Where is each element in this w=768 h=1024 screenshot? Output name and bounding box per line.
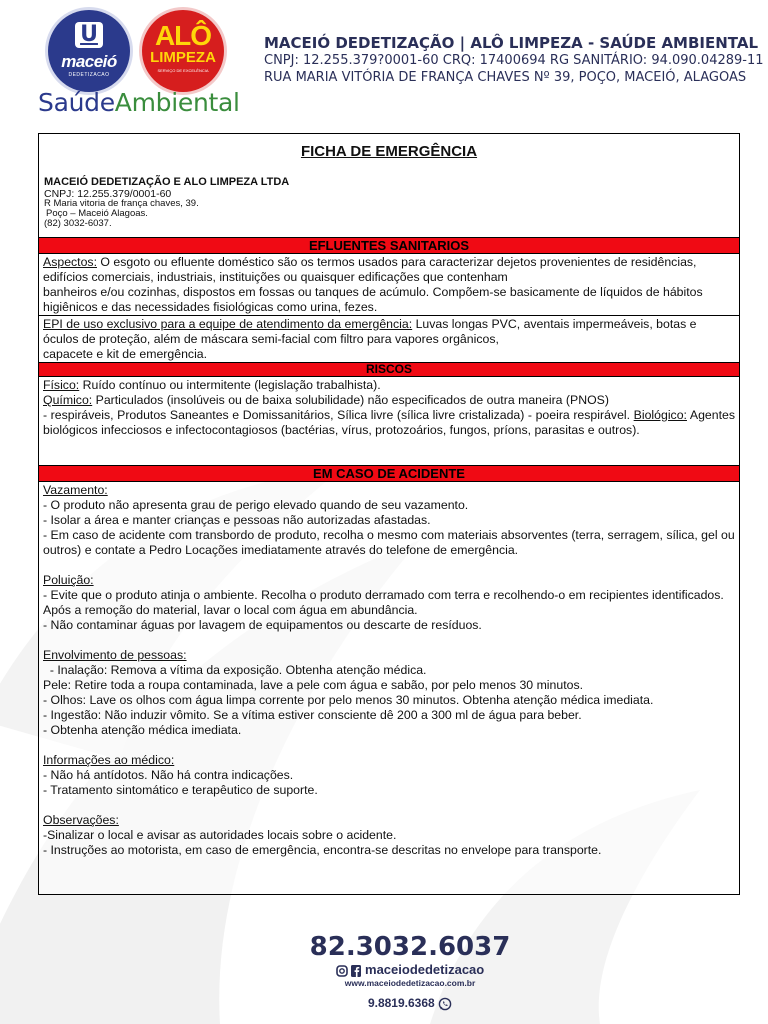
vazamento-3: - Em caso de acidente com transbordo de produto, recolha o mesmo com materiais absorventes (terra, serragem, sílica, gel ou outros) e contate a Pedro Locações imediatamente através do telefone de emergência. [43, 528, 735, 557]
fisico-label: Físico: [43, 378, 80, 392]
company-address1: R Maria vitoria de frança chaves, 39. [44, 198, 199, 209]
envolvimento-1: - Inalação: Remova a vítima da exposição. Obtenha atenção médica. [43, 663, 427, 677]
footer-whatsapp-number: 9.8819.6368 [367, 996, 435, 1010]
envolvimento-4: - Ingestão: Não induzir vômito. Se a vítima estiver consciente dê 200 a 300 ml de água para beber. [43, 708, 582, 722]
facebook-icon [351, 965, 361, 977]
medico-2: - Tratamento sintomático e terapêutico de suporte. [43, 783, 318, 797]
brand-part1: Saúde [38, 88, 115, 117]
footer-social [300, 962, 520, 978]
logo-alo-line1: ALÔ [154, 20, 212, 51]
vazamento-label: Vazamento: [43, 483, 108, 497]
epi-text2: capacete e kit de emergência. [43, 347, 208, 361]
footer-website: www.maceiodedetizacao.com.br [344, 978, 476, 988]
company-line1: MACEIÓ DEDETIZAÇÃO | ALÔ LIMPEZA - SAÚDE AMBIENTAL [264, 34, 759, 52]
logo-name: maceió [61, 52, 117, 71]
logo-sub: DEDETIZACAO [68, 72, 110, 78]
medico-label: Informações ao médico: [43, 753, 175, 767]
whatsapp-icon [438, 997, 452, 1011]
quimico-label: Químico: [43, 393, 93, 407]
observacoes-label: Observações: [43, 813, 119, 827]
saude-ambiental-brand [38, 88, 240, 117]
company-block [39, 163, 739, 237]
envolvimento-5: - Obtenha atenção médica imediata. [43, 723, 242, 737]
riscos-block [39, 377, 739, 465]
footer-whatsapp [300, 989, 520, 1017]
envolvimento-3: - Olhos: Lave os olhos com água limpa corrente por pelo menos 30 minutos. Obtenha atenção médica imediata. [43, 693, 654, 707]
maceio-dedetizacao-logo [48, 10, 130, 92]
company-address2: Poço – Maceió Alagoas. [46, 208, 148, 219]
epi-text1: Luvas longas PVC, aventais impermeáveis, botas e óculos de proteção, além de máscara semi-facial com filtro para vapores orgânicos, [43, 317, 697, 346]
epi-label: EPI de uso exclusivo para a equipe de atendimento da emergência: [43, 317, 413, 331]
logo-alo-line2: LIMPEZA [150, 49, 216, 66]
footer-social-handle: maceiodedetizacao [365, 962, 485, 977]
vazamento-1: - O produto não apresenta grau de perigo elevado quando de seu vazamento. [43, 498, 469, 512]
biologico-label: Biológico: [633, 408, 687, 422]
acidente-header: EM CASO DE ACIDENTE [39, 465, 739, 482]
brand-part2: Ambiental [114, 88, 240, 117]
medico-1: - Não há antídotos. Não há contra indicações. [43, 768, 294, 782]
fisico-text: Ruído contínuo ou intermitente (legislação trabalhista). [79, 378, 381, 392]
biologico-text: Agentes biológicos infecciosos e infectocontagiosos (bactérias, vírus, protozoários, fungos, príons, parasitas e outros). [43, 408, 735, 437]
company-line2: CNPJ: 12.255.379?0001-60 CRQ: 17400694 RG SANITÁRIO: 94.090.04289-11 [264, 53, 764, 68]
company-phone: (82) 3032-6037. [44, 218, 112, 229]
company-line3: RUA MARIA VITÓRIA DE FRANÇA CHAVES Nº 39, POÇO, MACEIÓ, ALAGOAS [264, 70, 747, 85]
observacoes-2: - Instruções ao motorista, em caso de emergência, encontra-se descritas no envelope para transporte. [43, 843, 602, 857]
aspectos-label: Aspectos: [43, 255, 97, 269]
alo-limpeza-logo [142, 10, 224, 92]
efluentes-epi [39, 316, 739, 362]
observacoes-1: -Sinalizar o local e avisar as autoridades locais sobre o acidente. [43, 828, 397, 842]
efluentes-header: EFLUENTES SANITARIOS [39, 237, 739, 254]
poluicao-1: - Evite que o produto atinja o ambiente. Recolha o produto derramado com terra e recolhendo-o em recipientes identificados. Após a remoção do material, lavar o local com água em abundância. [43, 588, 724, 617]
envolvimento-2: Pele: Retire toda a roupa contaminada, lave a pele com água e sabão, por pelo menos 30 minutos. [43, 678, 584, 692]
letterhead [0, 0, 768, 125]
company-info [264, 34, 764, 86]
aspectos-text1: O esgoto ou efluente doméstico são os termos usados para caracterizar dejetos provenientes de residências, edifícios comerciais, industriais, instituições ou quaisquer edificações que contenham [43, 255, 697, 284]
company-cnpj: CNPJ: 12.255.379/0001-60 [44, 188, 172, 200]
poluicao-2: - Não contaminar águas por lavagem de equipamentos ou descarte de resíduos. [43, 618, 482, 632]
poluicao-label: Poluição: [43, 573, 94, 587]
quimico-text: Particulados (insolúveis ou de baixa solubilidade) não especificados de outra maneira (PNOS) [92, 393, 609, 407]
efluentes-aspectos [39, 254, 739, 315]
aspectos-text2: banheiros e/ou cozinhas, dispostos em fossas ou tanques de acúmulo. Compõem-se basicamente de líquidos de hábitos higiênicos e das necessidades fisiológicas como urina, fezes. [43, 285, 703, 314]
footer-contact [300, 932, 520, 1017]
logo-alo-sub: SERVIÇO DE EXCELÊNCIA [157, 68, 209, 73]
quimico-text2: - respiráveis, Produtos Saneantes e Domissanitários, Sílica livre (sílica livre cristalizada) - poeira respirável. [43, 408, 634, 422]
envolvimento-label: Envolvimento de pessoas: [43, 648, 187, 662]
company-name: MACEIÓ DEDETIZAÇÃO E ALO LIMPEZA LTDA [44, 176, 290, 188]
instagram-icon [336, 965, 348, 977]
logo-letter: U [75, 22, 103, 48]
sheet-title: FICHA DE EMERGÊNCIA [300, 143, 478, 160]
acidente-block [39, 482, 739, 858]
vazamento-2: - Isolar a área e manter crianças e pessoas não autorizadas afastadas. [43, 513, 431, 527]
footer-phone: 82.3032.6037 [309, 932, 511, 962]
emergency-sheet [38, 133, 740, 895]
riscos-header: RISCOS [39, 362, 739, 377]
